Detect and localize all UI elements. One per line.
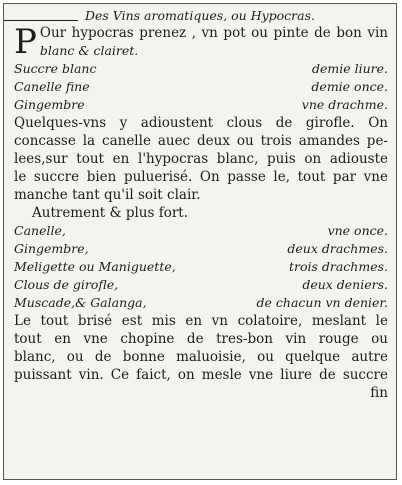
ingredient-name: Muscade,& Galanga, bbox=[14, 295, 147, 310]
drop-capital: P bbox=[14, 22, 37, 62]
ingredient-row bbox=[14, 96, 388, 114]
text-line: le succre bien puluerisé. On passe le, tout par vne bbox=[14, 169, 388, 185]
catchword: fin bbox=[370, 385, 388, 401]
ingredient-quantity: vne drachme. bbox=[301, 97, 388, 112]
ingredient-row bbox=[14, 222, 388, 240]
intro-line: Our hypocras prenez , vn pot ou pinte de bon vin bbox=[39, 25, 388, 41]
ingredient-quantity: deux drachmes. bbox=[287, 241, 388, 256]
ingredient-name: Canelle, bbox=[14, 223, 66, 238]
running-header: Des Vins aromatiques, ou Hypocras. bbox=[85, 8, 315, 23]
text-line: concasse la canelle auec deux ou trois amandes pe- bbox=[14, 133, 388, 149]
page-body bbox=[14, 24, 388, 402]
ingredient-quantity: demie once. bbox=[311, 79, 388, 94]
ingredient-row bbox=[14, 258, 388, 276]
recipe-list bbox=[14, 60, 388, 114]
intro-paragraph bbox=[14, 24, 388, 60]
ingredient-name: Gingembre bbox=[14, 97, 85, 112]
subheading: Autrement & plus fort. bbox=[32, 205, 188, 221]
ingredient-row bbox=[14, 240, 388, 258]
text-line: tout en vne chopine de tres-bon vin rouge ou bbox=[14, 331, 388, 347]
ingredient-row bbox=[14, 60, 388, 78]
ingredient-row bbox=[14, 294, 388, 312]
recipe-list-strong bbox=[14, 222, 388, 312]
ingredient-name: Meligette ou Maniguette, bbox=[14, 259, 176, 274]
book-page bbox=[3, 3, 397, 480]
text-line: puissant vin. Ce faict, on mesle vne liure de succre bbox=[14, 367, 388, 383]
text-line: blanc, ou de bonne maluoisie, ou quelque autre bbox=[14, 349, 388, 365]
instruction-paragraph bbox=[14, 114, 388, 204]
text-line: Quelques-vns y adioustent clous de girofle. On bbox=[14, 115, 388, 131]
text-line: manche tant qu'il soit clair. bbox=[14, 187, 201, 203]
ingredient-quantity: demie liure. bbox=[311, 61, 388, 76]
ingredient-name: Canelle fine bbox=[14, 79, 90, 94]
ingredient-row bbox=[14, 276, 388, 294]
ingredient-quantity: trois drachmes. bbox=[288, 259, 388, 274]
ingredient-row bbox=[14, 78, 388, 96]
text-line: lees,sur tout en l'hypocras blanc, puis on adiouste bbox=[14, 151, 388, 167]
ingredient-name: Succre blanc bbox=[14, 61, 97, 76]
ingredient-quantity: vne once. bbox=[327, 223, 388, 238]
closing-paragraph bbox=[14, 312, 388, 402]
text-line: Le tout brisé est mis en vn colatoire, meslant le bbox=[14, 313, 388, 329]
intro-line: blanc & clairet. bbox=[39, 43, 139, 58]
ingredient-name: Clous de girofle, bbox=[14, 277, 119, 292]
ingredient-quantity: de chacun vn denier. bbox=[256, 295, 388, 310]
ingredient-name: Gingembre, bbox=[14, 241, 89, 256]
ingredient-quantity: deux deniers. bbox=[302, 277, 388, 292]
